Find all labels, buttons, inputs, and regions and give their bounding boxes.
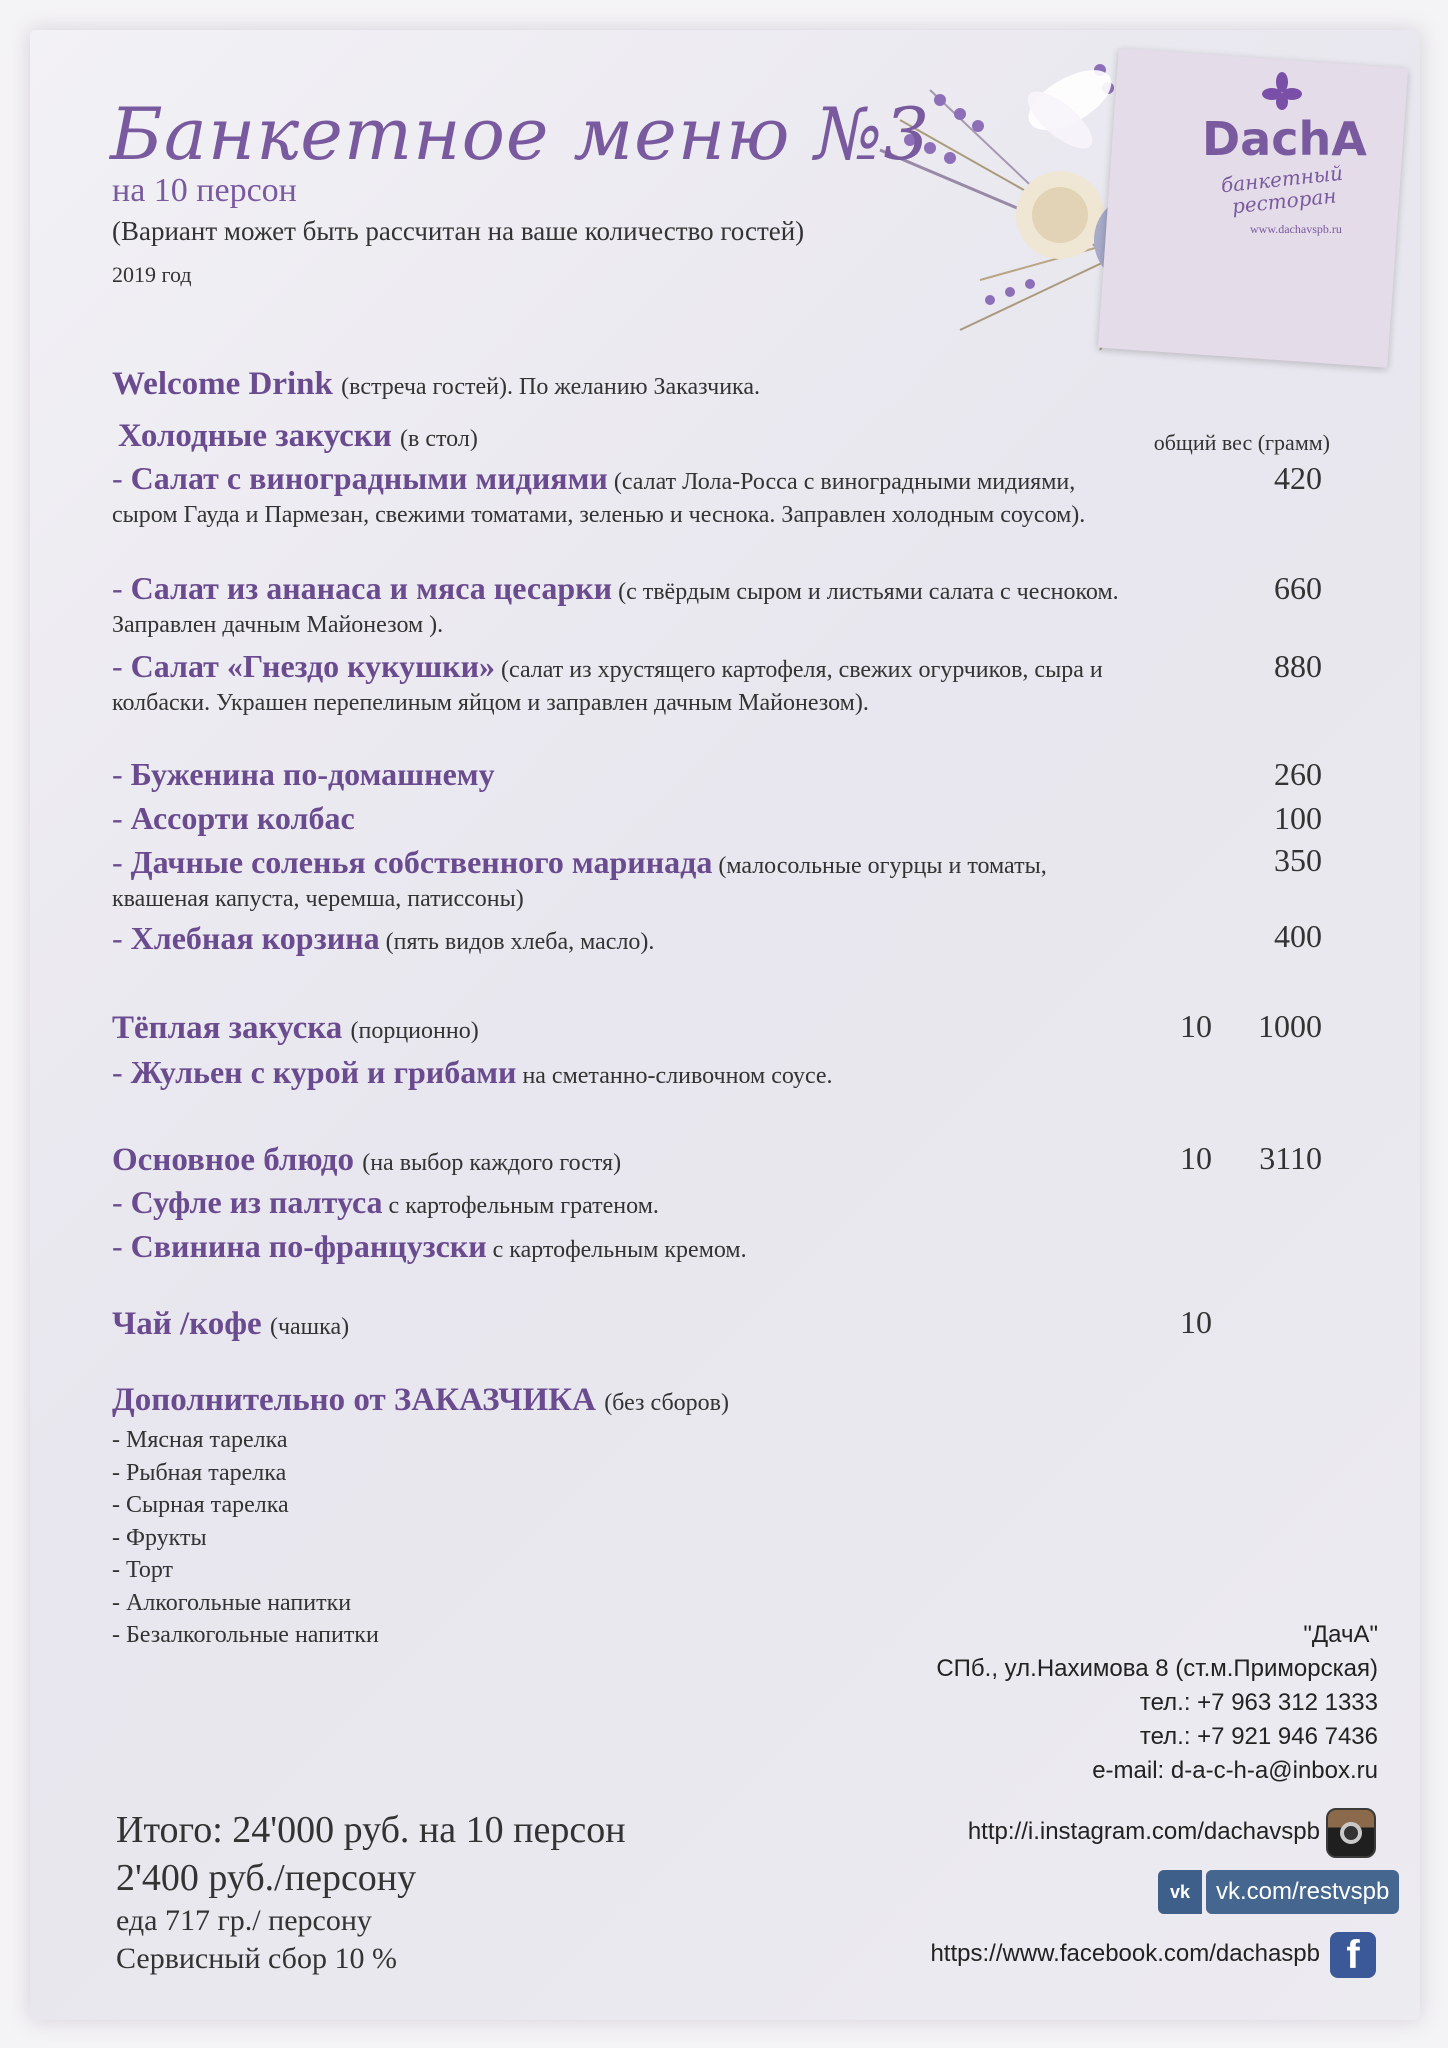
vk-icon: vk [1158, 1870, 1202, 1914]
menu-item: - Салат из ананаса и мяса цесарки (с твёрдым сыром и листьями салата с чесноком. Заправлен дачным Майонезом ). [112, 570, 1119, 638]
warm-heading-text: Тёплая закуска [112, 1010, 343, 1046]
menu-item: - Суфле из палтуса с картофельным гратеном. [112, 1184, 659, 1220]
item-name: Буженина по-домашнему [130, 756, 495, 792]
phone-2: тел.: +7 921 946 7436 [1139, 1723, 1378, 1750]
list-item: - Торт [112, 1557, 174, 1583]
item-weight: 260 [1274, 756, 1322, 792]
main-course-heading [112, 1142, 621, 1179]
extras-heading-text: Дополнительно от ЗАКАЗЧИКА [112, 1382, 596, 1418]
list-item: - Мясная тарелка [112, 1427, 288, 1453]
item-weight: 420 [1274, 460, 1322, 496]
warm-heading-sub: (порционно) [350, 1018, 479, 1044]
list-item: - Рыбная тарелка [112, 1459, 287, 1486]
item-desc: (с твёрдым сыром и листьями салата с чесноком. Заправлен дачным Майонезом ). [112, 579, 1119, 638]
weight-column-header: общий вес (грамм) [1153, 430, 1330, 455]
list-item: - Алкогольные напитки [112, 1589, 352, 1616]
item-weight: 350 [1274, 842, 1322, 878]
restaurant-name: "ДачА" [1303, 1621, 1378, 1648]
item-desc: (салат Лола-Росса с виноградными мидиями, сыром Гауда и Пармезан, свежими томатами, зеленью и чеснока. Заправлен холодным соусом). [112, 469, 1086, 528]
item-desc: с картофельным кремом. [492, 1237, 747, 1263]
item-name: Салат с виноградными мидиями [130, 460, 608, 496]
welcome-drink-desc: (встреча гостей). По желанию Заказчика. [341, 374, 760, 400]
list-item: - Безалкогольные напитки [112, 1622, 379, 1648]
tea-qty: 10 [1180, 1304, 1212, 1340]
item-weight: 100 [1274, 800, 1322, 836]
item-name: Жульен с курой и грибами [130, 1054, 517, 1090]
cold-appetizers-heading [118, 418, 478, 455]
item-desc: с картофельным гратеном. [388, 1193, 659, 1219]
item-name: Хлебная корзина [130, 920, 380, 956]
item-weight: 880 [1274, 648, 1322, 684]
item-name: Салат из ананаса и мяса цесарки [130, 570, 613, 606]
item-name: Суфле из палтуса [130, 1184, 383, 1220]
item-name: Дачные соленья собственного маринада [130, 844, 713, 880]
item-name: Свинина по-французски [130, 1228, 487, 1264]
phone-1: тел.: +7 963 312 1333 [1139, 1689, 1378, 1716]
email: e-mail: d-a-c-h-a@inbox.ru [1092, 1757, 1378, 1784]
service-charge: Сервисный сбор 10 % [116, 1942, 397, 1975]
menu-item: - Ассорти колбас [112, 800, 355, 836]
menu-item: - Хлебная корзина (пять видов хлеба, масло). [112, 920, 655, 956]
item-desc: (малосольные огурцы и томаты, квашеная капуста, черемша, патиссоны) [112, 853, 1047, 912]
brand-tagline: банкетный ресторан [1219, 160, 1344, 219]
total-price: Итого: 24'000 руб. на 10 персон [116, 1809, 626, 1851]
welcome-drink-section [112, 366, 760, 403]
extras-heading [112, 1382, 729, 1419]
item-desc: (пять видов хлеба, масло). [385, 929, 655, 955]
item-name: Ассорти колбас [130, 800, 355, 836]
extras-list [112, 1424, 379, 1652]
totals-block [116, 1806, 626, 1978]
brand-site: www.dachavspb.ru [1250, 222, 1342, 236]
main-heading-sub: (на выбор каждого гостя) [362, 1150, 622, 1176]
list-item: - Сырная тарелка [112, 1492, 289, 1518]
cold-heading-text: Холодные закуски [118, 418, 392, 454]
item-weight: 400 [1274, 918, 1322, 954]
menu-item: - Салат «Гнездо кукушки» (салат из хрустящего картофеля, свежих огурчиков, сыра и колбаски. Украшен перепелиным яйцом и заправлен дачным Майонезом). [112, 648, 1103, 716]
menu-note: (Вариант может быть рассчитан на ваше количество гостей) [112, 216, 805, 246]
menu-title: Банкетное меню №3 [110, 92, 931, 176]
welcome-drink-heading: Welcome Drink [112, 366, 333, 402]
item-name: Салат «Гнездо кукушки» [130, 648, 495, 684]
instagram-icon[interactable] [1326, 1808, 1376, 1858]
instagram-link[interactable]: http://i.instagram.com/dachavspb [967, 1818, 1320, 1845]
address: СПб., ул.Нахимова 8 (ст.м.Приморская) [936, 1655, 1378, 1682]
main-qty: 10 [1180, 1140, 1212, 1176]
warm-appetizer-heading [112, 1010, 479, 1047]
violet-flower-icon [1262, 72, 1302, 112]
tea-heading-text: Чай /кофе [112, 1306, 262, 1342]
facebook-link[interactable]: https://www.facebook.com/dachaspb [930, 1940, 1320, 1967]
food-per-person: еда 717 гр./ персону [116, 1904, 372, 1937]
extras-heading-sub: (без сборов) [604, 1390, 729, 1416]
item-desc: на сметанно-сливочном соусе. [522, 1063, 833, 1089]
warm-weight: 1000 [1258, 1008, 1322, 1044]
item-weight: 660 [1274, 570, 1322, 606]
main-weight: 3110 [1259, 1140, 1322, 1176]
price-per-person: 2'400 руб./персону [116, 1857, 417, 1899]
vk-link[interactable] [1158, 1870, 1399, 1914]
facebook-icon[interactable]: f [1330, 1932, 1376, 1978]
brand-logo-text: DachA [1202, 112, 1367, 166]
cold-heading-sub: (в стол) [400, 426, 478, 452]
item-desc: (салат из хрустящего картофеля, свежих огурчиков, сыра и колбаски. Украшен перепелиным яйцом и заправлен дачным Майонезом). [112, 657, 1103, 716]
warm-qty: 10 [1180, 1008, 1212, 1044]
tea-heading-sub: (чашка) [269, 1314, 350, 1340]
menu-item: - Салат с виноградными мидиями (салат Лола-Росса с виноградными мидиями, сыром Гауда и Пармезан, свежими томатами, зеленью и чеснока. Заправлен холодным соусом). [112, 460, 1086, 528]
menu-item: - Буженина по-домашнему [112, 756, 495, 792]
menu-item: - Свинина по-французски с картофельным кремом. [112, 1228, 747, 1264]
menu-year: 2019 год [112, 262, 192, 287]
tea-coffee-heading [112, 1306, 349, 1343]
menu-item: - Дачные соленья собственного маринада (малосольные огурцы и томаты, квашеная капуста, черемша, патиссоны) [112, 844, 1047, 912]
list-item: - Фрукты [112, 1524, 207, 1551]
contacts-block [936, 1618, 1378, 1788]
vk-link-text: vk.com/restvspb [1206, 1870, 1399, 1914]
menu-subtitle: на 10 персон [112, 172, 297, 209]
main-heading-text: Основное блюдо [112, 1142, 354, 1178]
menu-item: - Жульен с курой и грибами на сметанно-сливочном соусе. [112, 1054, 833, 1090]
